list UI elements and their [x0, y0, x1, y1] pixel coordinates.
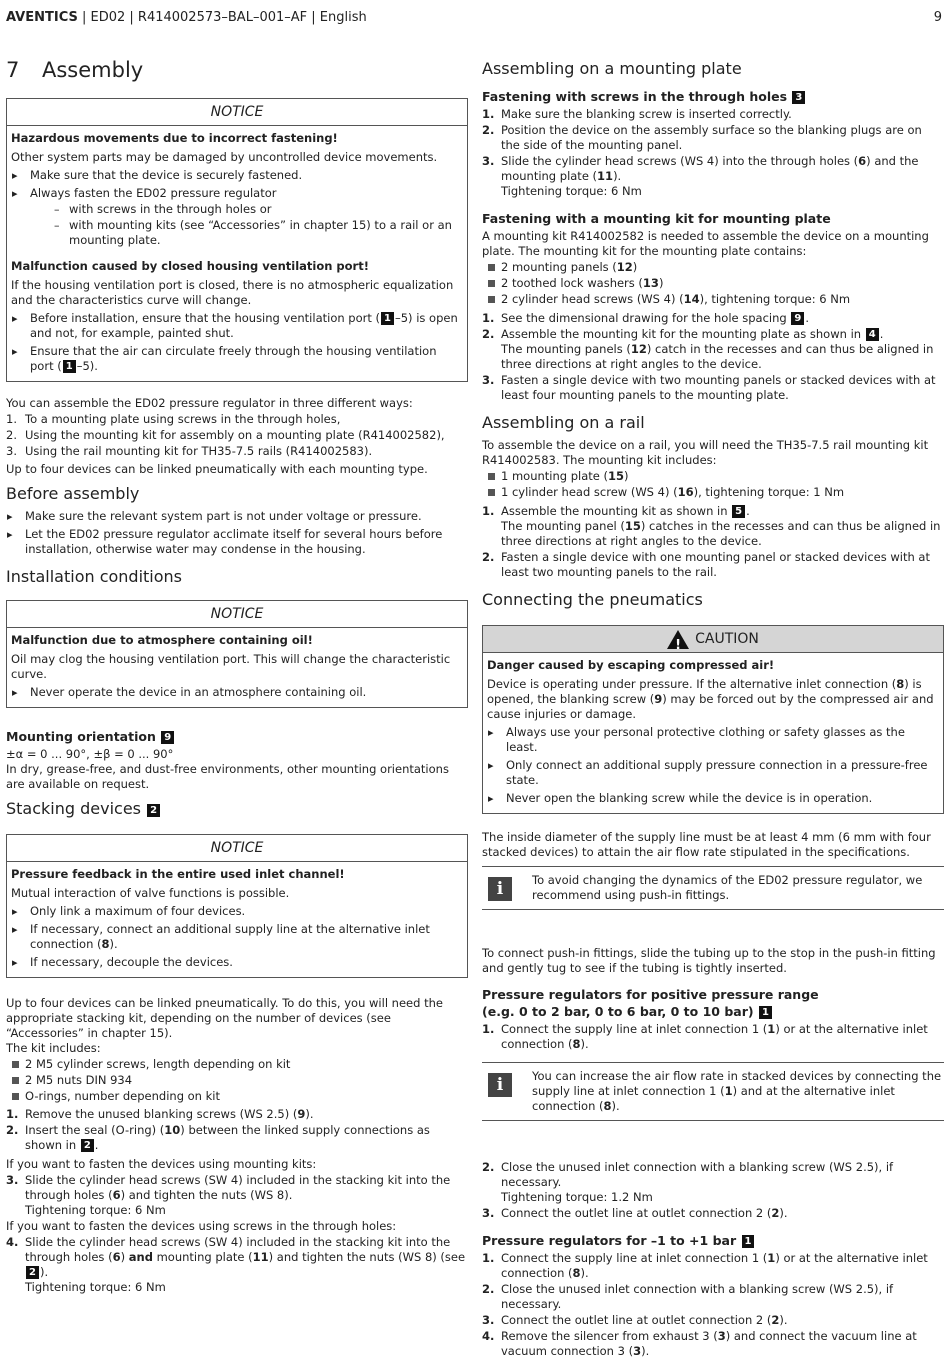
step-item: 2. Position the device on the assembly surface so the blanking plugs are on the side of the mounting panel.: [482, 123, 922, 152]
caution-heading: ! CAUTION: [483, 626, 943, 653]
info-icon: i: [488, 877, 512, 901]
warning-triangle-icon: !: [667, 630, 689, 649]
info-box-push-in: [482, 866, 944, 910]
notice-bullets: [11, 168, 463, 248]
chapter-title: 7 Assembly: [6, 58, 144, 82]
through-steps: [482, 107, 944, 199]
step-item: 3. Slide the cylinder head screws (SW 4) included in the stacking kit into the through holes (6) and tighten the nuts (WS 8). Tightening torque: 6 Nm: [6, 1173, 451, 1217]
dash-item: – with mounting kits (see “Accessories” in chapter 15) to a rail or an mounting plate.: [30, 218, 463, 248]
list-item: 1. To a mounting plate using screws in the through holes,: [6, 412, 341, 426]
notice-box-oil: [6, 600, 468, 708]
figure-ref: 1: [742, 1235, 755, 1248]
step-item: 1. See the dimensional drawing for the hole spacing 9 .: [482, 311, 809, 325]
bullet-item: ▸ If necessary, decouple the devices.: [11, 955, 463, 970]
list-item: 2. Using the mounting kit for assembly on a mounting plate (R414002582),: [6, 428, 445, 442]
notice-title: Pressure feedback in the entire used inlet channel!: [11, 867, 345, 881]
step-item: 1. Connect the supply line at inlet connection 1 (1) or at the alternative inlet connection (8).: [482, 1022, 928, 1051]
list-item: 2 cylinder head screws (WS 4) (14), tightening torque: 6 Nm: [482, 292, 944, 307]
brand-name: AVENTICS: [6, 10, 78, 25]
orientation-text: In dry, grease-free, and dust-free environments, other mounting orientations are available on request.: [6, 762, 449, 791]
step-item: 3. Slide the cylinder head screws (WS 4) into the through holes (6) and the mounting plate (11). Tightening torque: 6 Nm: [482, 154, 919, 198]
figure-ref: 2: [147, 804, 160, 817]
link-note: Up to four devices can be linked pneumatically with each mounting type.: [6, 462, 428, 476]
if-through-holes: If you want to fasten the devices using screws in the through holes:: [6, 1219, 397, 1233]
list-item: 3. Using the rail mounting kit for TH35-7.5 rails (R414002583).: [6, 444, 373, 458]
bullet-item: ▸ Let the ED02 pressure regulator acclimate itself for several hours before installation, otherwise water may condense in the housing.: [6, 527, 468, 557]
step-item: 2. Close the unused inlet connection with a blanking screw (WS 2.5), if necessary. Tightening torque: 1.2 Nm: [482, 1160, 894, 1204]
list-item: 2 toothed lock washers (13): [482, 276, 944, 291]
figure-ref: 4: [866, 328, 879, 341]
step-item: 4. Slide the cylinder head screws (SW 4) included in the stacking kit into the through holes (6) and mounting plate (11) and tighten the nuts (WS 8) (see 2 ). Tightening torque: 6 Nm: [6, 1235, 466, 1294]
orientation-angles: ±α = 0 ... 90°, ±β = 0 ... 90°: [6, 747, 174, 761]
figure-ref: 1: [759, 1006, 772, 1019]
list-item: O-rings, number depending on kit: [6, 1089, 468, 1104]
bullet-item: ▸ Only link a maximum of four devices.: [11, 904, 463, 919]
vacuum-range-title: Pressure regulators for –1 to +1 bar 1: [482, 1232, 944, 1249]
step-item: 3. Connect the outlet line at outlet connection 2 (2).: [482, 1313, 788, 1327]
step-item: 2. Close the unused inlet connection with a blanking screw (WS 2.5), if necessary.: [482, 1282, 894, 1311]
info-icon: i: [488, 1073, 512, 1097]
page-number: 9: [933, 10, 942, 25]
supply-diameter-text: The inside diameter of the supply line must be at least 4 mm (6 mm with four stacked devices) to attain the air flow rate stipulated in the specifications.: [482, 830, 931, 859]
running-header: [6, 10, 367, 25]
step-item: 1. Remove the unused blanking screws (WS 2.5) (9).: [6, 1107, 314, 1121]
figure-ref: 5: [732, 505, 745, 518]
notice-text: Other system parts may be damaged by uncontrolled device movements.: [11, 150, 438, 164]
list-item: 2 M5 cylinder screws, length depending on kit: [6, 1057, 468, 1072]
bullet-item: ▸ Make sure that the device is securely fastened.: [11, 168, 463, 183]
step-item: 2. Insert the seal (O-ring) (10) between the linked supply connections as shown in 2 .: [6, 1123, 430, 1152]
stacking-text: Up to four devices can be linked pneumatically. To do this, you will need the appropriate stacking kit, depending on the number of devices (see “Accessories” in chapter 15).: [6, 996, 443, 1040]
info-text: You can increase the air flow rate in stacked devices by connecting the supply line at inlet connection 1 (1) and at the alternative inlet connection (8).: [532, 1069, 942, 1113]
stacking-steps: [6, 1107, 468, 1153]
step-item: 4. Remove the silencer from exhaust 3 (3) and connect the vacuum line at vacuum connection 3 (3).: [482, 1329, 917, 1358]
bullet-item: ▸ Only connect an additional supply pressure connection in a pressure-free state.: [487, 758, 939, 788]
step-item: 1. Assemble the mounting kit as shown in 5 . The mounting panel (15) catches in the recesses and can thus be aligned in three directions at right angles to the device.: [482, 504, 941, 548]
section-installation-conditions: Installation conditions: [6, 567, 183, 586]
section-before-assembly: Before assembly: [6, 484, 140, 503]
bullet-item: ▸ Always fasten the ED02 pressure regulator – with screws in the through holes or – with mounting kits (see “Accessories” in chapter 15) to a rail or an mounting plate.: [11, 186, 463, 248]
notice-title: Malfunction caused by closed housing ventilation port!: [11, 259, 369, 273]
caution-text: Device is operating under pressure. If the alternative inlet connection (8) is opened, the blanking screw (9) may be forced out by the compressed air and cause injuries or damage.: [487, 677, 934, 721]
positive-pressure-title: Pressure regulators for positive pressure range (e.g. 0 to 2 bar, 0 to 6 bar, 0 to 10 bar) 1: [482, 987, 819, 1019]
if-mounting-kits: If you want to fasten the devices using mounting kits:: [6, 1157, 317, 1171]
info-box-air-flow: [482, 1062, 944, 1121]
figure-ref: 2: [26, 1266, 39, 1279]
figure-ref: 9: [791, 312, 804, 325]
rail-text: To assemble the device on a rail, you will need the TH35-7.5 rail mounting kit R414002583. The mounting kit includes:: [482, 438, 929, 467]
step-item: 2. Fasten a single device with one mounting panel or stacked devices with at least two mounting panels to the rail.: [482, 550, 930, 579]
info-text: To avoid changing the dynamics of the ED02 pressure regulator, we recommend using push-in fittings.: [532, 873, 923, 902]
section-mounting-plate: Assembling on a mounting plate: [482, 59, 742, 78]
figure-ref: 1: [63, 360, 76, 373]
rail-kit-items: [482, 469, 944, 500]
bullet-item: ▸ Before installation, ensure that the housing ventilation port ( 1 –5) is open and not, for example, painted shut.: [11, 311, 463, 341]
notice-heading: NOTICE: [7, 835, 467, 862]
list-item: 2 mounting panels (12): [482, 260, 944, 275]
bullet-item: ▸ Never operate the device in an atmosphere containing oil.: [11, 685, 463, 700]
notice-text: Oil may clog the housing ventilation port. This will change the characteristic curve.: [11, 652, 451, 681]
dash-list: [30, 202, 463, 248]
mounting-orientation-title: Mounting orientation 9: [6, 728, 468, 745]
notice-text: Mutual interaction of valve functions is possible.: [11, 886, 290, 900]
kit-items: [6, 1057, 468, 1104]
figure-ref: 1: [381, 312, 394, 325]
step-item: 1. Connect the supply line at inlet connection 1 (1) or at the alternative inlet connection (8).: [482, 1251, 928, 1280]
list-item: 1 mounting plate (15): [482, 469, 944, 484]
list-item: 1 cylinder head screw (WS 4) (16), tightening torque: 1 Nm: [482, 485, 944, 500]
section-stacking-devices: Stacking devices 2: [6, 798, 468, 820]
section-rail: Assembling on a rail: [482, 413, 645, 432]
section-pneumatics: Connecting the pneumatics: [482, 590, 703, 609]
document-id: | ED02 | R414002573–BAL–001–AF | English: [77, 10, 367, 25]
through-holes-title: Fastening with screws in the through holes 3: [482, 88, 944, 105]
bullet-item: ▸ If necessary, connect an additional supply line at the alternative inlet connection (8).: [11, 922, 463, 952]
step-item: 3. Fasten a single device with two mounting panels or stacked devices with at least four mounting panels to the mounting plate.: [482, 373, 936, 402]
rail-steps: [482, 504, 944, 580]
assembly-intro: You can assemble the ED02 pressure regulator in three different ways:: [6, 396, 413, 410]
figure-ref: 2: [81, 1139, 94, 1152]
figure-ref: 9: [161, 731, 174, 744]
before-bullets: [6, 509, 468, 557]
bullet-item: ▸ Ensure that the air can circulate freely through the housing ventilation port ( 1 –5).: [11, 344, 463, 374]
mounting-kit-steps: [482, 311, 944, 403]
notice-bullets: [11, 311, 463, 374]
list-item: 2 M5 nuts DIN 934: [6, 1073, 468, 1088]
notice-box-fastening: [6, 98, 468, 382]
notice-box-pressure-feedback: [6, 834, 468, 978]
bullet-item: ▸ Never open the blanking screw while the device is in operation.: [487, 791, 939, 806]
kit-includes: The kit includes:: [6, 1041, 101, 1055]
bullet-item: ▸ Make sure the relevant system part is not under voltage or pressure.: [6, 509, 468, 524]
step-item: 1. Make sure the blanking screw is inserted correctly.: [482, 107, 792, 121]
assembly-ways-list: [6, 412, 468, 459]
notice-heading: NOTICE: [7, 601, 467, 628]
notice-title: Malfunction due to atmosphere containing oil!: [11, 633, 313, 647]
mounting-kit-title: Fastening with a mounting kit for mounting plate: [482, 211, 831, 226]
right-column: [482, 56, 944, 1360]
push-in-text: To connect push-in fittings, slide the tubing up to the stop in the push-in fitting and gently tug to see if the tubing is tightly inserted.: [482, 946, 936, 975]
step-item: 2. Assemble the mounting kit for the mounting plate as shown in 4 . The mounting panels (12) catch in the recesses and can thus be aligned in three directions at right angles to the device.: [482, 327, 934, 371]
mounting-kit-items: [482, 260, 944, 307]
caution-box: [482, 625, 944, 814]
notice-title: Hazardous movements due to incorrect fastening!: [11, 131, 338, 145]
notice-text: If the housing ventilation port is closed, there is no atmospheric equalization and the characteristics curve will change.: [11, 278, 454, 307]
step-item: 3. Connect the outlet line at outlet connection 2 (2).: [482, 1206, 788, 1220]
dash-item: – with screws in the through holes or: [30, 202, 463, 217]
mounting-kit-text: A mounting kit R414002582 is needed to assemble the device on a mounting plate. The mounting kit for the mounting plate contains:: [482, 229, 929, 258]
caution-title: Danger caused by escaping compressed air!: [487, 658, 775, 672]
left-column: [6, 56, 468, 1296]
notice-heading: NOTICE: [7, 99, 467, 126]
figure-ref: 3: [792, 91, 805, 104]
bullet-item: ▸ Always use your personal protective clothing or safety glasses as the least.: [487, 725, 939, 755]
